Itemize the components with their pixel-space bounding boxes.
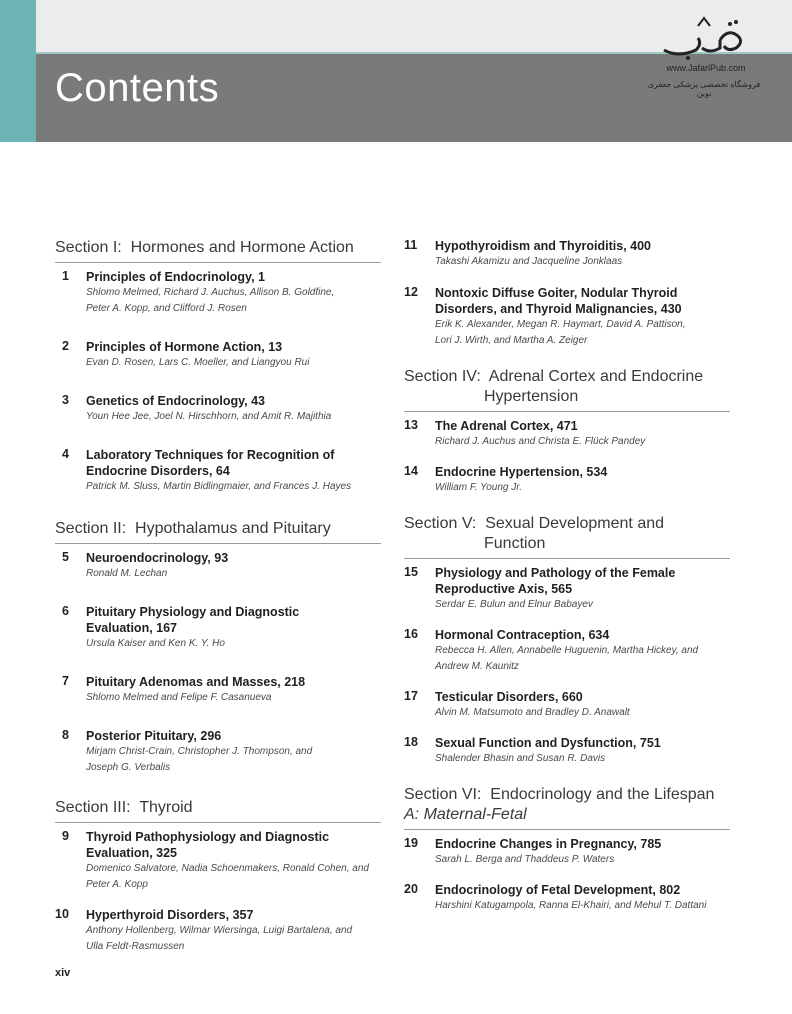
chapter-entry[interactable]: 6 Pituitary Physiology and Diagnostic Evaluation, 167 Ursula Kaiser and Ken K. Y. Ho: [62, 604, 300, 649]
page-title: Contents: [55, 66, 220, 110]
chapter-entry[interactable]: 17 Testicular Disorders, 660 Alvin M. Matsumoto and Bradley D. Anawalt: [404, 689, 630, 718]
chapter-entry[interactable]: 14 Endocrine Hypertension, 534 William F. Young Jr.: [404, 464, 608, 493]
chapter-entry[interactable]: 3 Genetics of Endocrinology, 43 Youn Hee Jee, Joel N. Hirschhorn, and Amit R. Majithia: [62, 393, 332, 422]
teal-accent-bar: [0, 0, 36, 142]
section-block: [404, 514, 730, 767]
calligraphy-logo-icon: [658, 14, 758, 62]
section-block: [55, 519, 381, 776]
chapter-entry[interactable]: 18 Sexual Function and Dysfunction, 751 Shalender Bhasin and Susan R. Davis: [404, 735, 661, 764]
chapter-entry[interactable]: 5 Neuroendocrinology, 93 Ronald M. Lechan: [62, 550, 229, 579]
chapter-entry[interactable]: 15 Physiology and Pathology of the Female Reproductive Axis, 565 Serdar E. Bulun and Elnur Babayev: [404, 565, 676, 610]
chapter-entry[interactable]: 1 Principles of Endocrinology, 1 Shlomo Melmed, Richard J. Auchus, Allison B. Goldfine, Peter A. Kopp, and Clifford J. Rosen: [62, 269, 335, 314]
chapter-entry[interactable]: 7 Pituitary Adenomas and Masses, 218 Shlomo Melmed and Felipe F. Casanueva: [62, 674, 306, 703]
chapter-entry[interactable]: 19 Endocrine Changes in Pregnancy, 785 Sarah L. Berga and Thaddeus P. Waters: [404, 836, 662, 865]
subsection-heading: A: Maternal-Fetal: [404, 806, 527, 823]
section-heading: Section IV: Adrenal Cortex and Endocrine Hypertension: [404, 367, 730, 412]
page-number: xiv: [55, 967, 71, 979]
section-heading: Section VI: Endocrinology and the Lifespan A: Maternal-Fetal: [404, 785, 730, 830]
chapter-entry[interactable]: 9 Thyroid Pathophysiology and Diagnostic Evaluation, 325 Domenico Salvatore, Nadia Schoenmakers, Ronald Cohen, and Peter A. Kopp: [62, 829, 369, 890]
chapter-entry[interactable]: 10 Hyperthyroid Disorders, 357 Anthony Hollenberg, Wilmar Wiersinga, Luigi Bartalena, and Ulla Feldt-Rasmussen: [55, 907, 353, 952]
section-heading: Section I: Hormones and Hormone Action: [55, 238, 381, 263]
chapter-entry[interactable]: 12 Nontoxic Diffuse Goiter, Nodular Thyroid Disorders, and Thyroid Malignancies, 430 Erik K. Alexander, Megan R. Haymart, David A. Pattison, Lori J. Wirth, and Martha A. Zeiger: [404, 285, 686, 346]
right-column: [404, 238, 730, 914]
section-block: [404, 367, 730, 496]
section-heading: Section II: Hypothalamus and Pituitary: [55, 519, 381, 544]
chapter-entry[interactable]: 11 Hypothyroidism and Thyroiditis, 400 Takashi Akamizu and Jacqueline Jonklaas: [404, 238, 652, 267]
chapter-entry[interactable]: 4 Laboratory Techniques for Recognition of Endocrine Disorders, 64 Patrick M. Sluss, Martin Bidlingmaier, and Frances J. Hayes: [62, 447, 352, 492]
logo-url: www.JafariPub.com: [666, 63, 746, 73]
chapter-entry[interactable]: 16 Hormonal Contraception, 634 Rebecca H. Allen, Annabelle Huguenin, Martha Hickey, and Andrew M. Kaunitz: [404, 627, 699, 672]
left-column: [55, 238, 381, 955]
section-heading: Section V: Sexual Development and Function: [404, 514, 730, 559]
chapter-entry[interactable]: 2 Principles of Hormone Action, 13 Evan D. Rosen, Lars C. Moeller, and Liangyou Rui: [62, 339, 310, 368]
chapter-entry[interactable]: 8 Posterior Pituitary, 296 Mirjam Christ-Crain, Christopher J. Thompson, and Joseph G. Verbalis: [62, 728, 313, 773]
logo-tagline: فروشگاه تخصصی پزشکی جعفری نوین: [647, 80, 761, 98]
section-block: [404, 785, 730, 914]
chapter-entry[interactable]: 20 Endocrinology of Fetal Development, 802 Harshini Katugampola, Ranna El-Khairi, and Mehul T. Dattani: [404, 882, 707, 911]
chapter-entry[interactable]: 13 The Adrenal Cortex, 471 Richard J. Auchus and Christa E. Flück Pandey: [404, 418, 646, 447]
section-heading: Section III: Thyroid: [55, 798, 381, 823]
publisher-logo: [647, 14, 768, 98]
section-block: [55, 238, 381, 495]
section-block: [55, 798, 381, 955]
